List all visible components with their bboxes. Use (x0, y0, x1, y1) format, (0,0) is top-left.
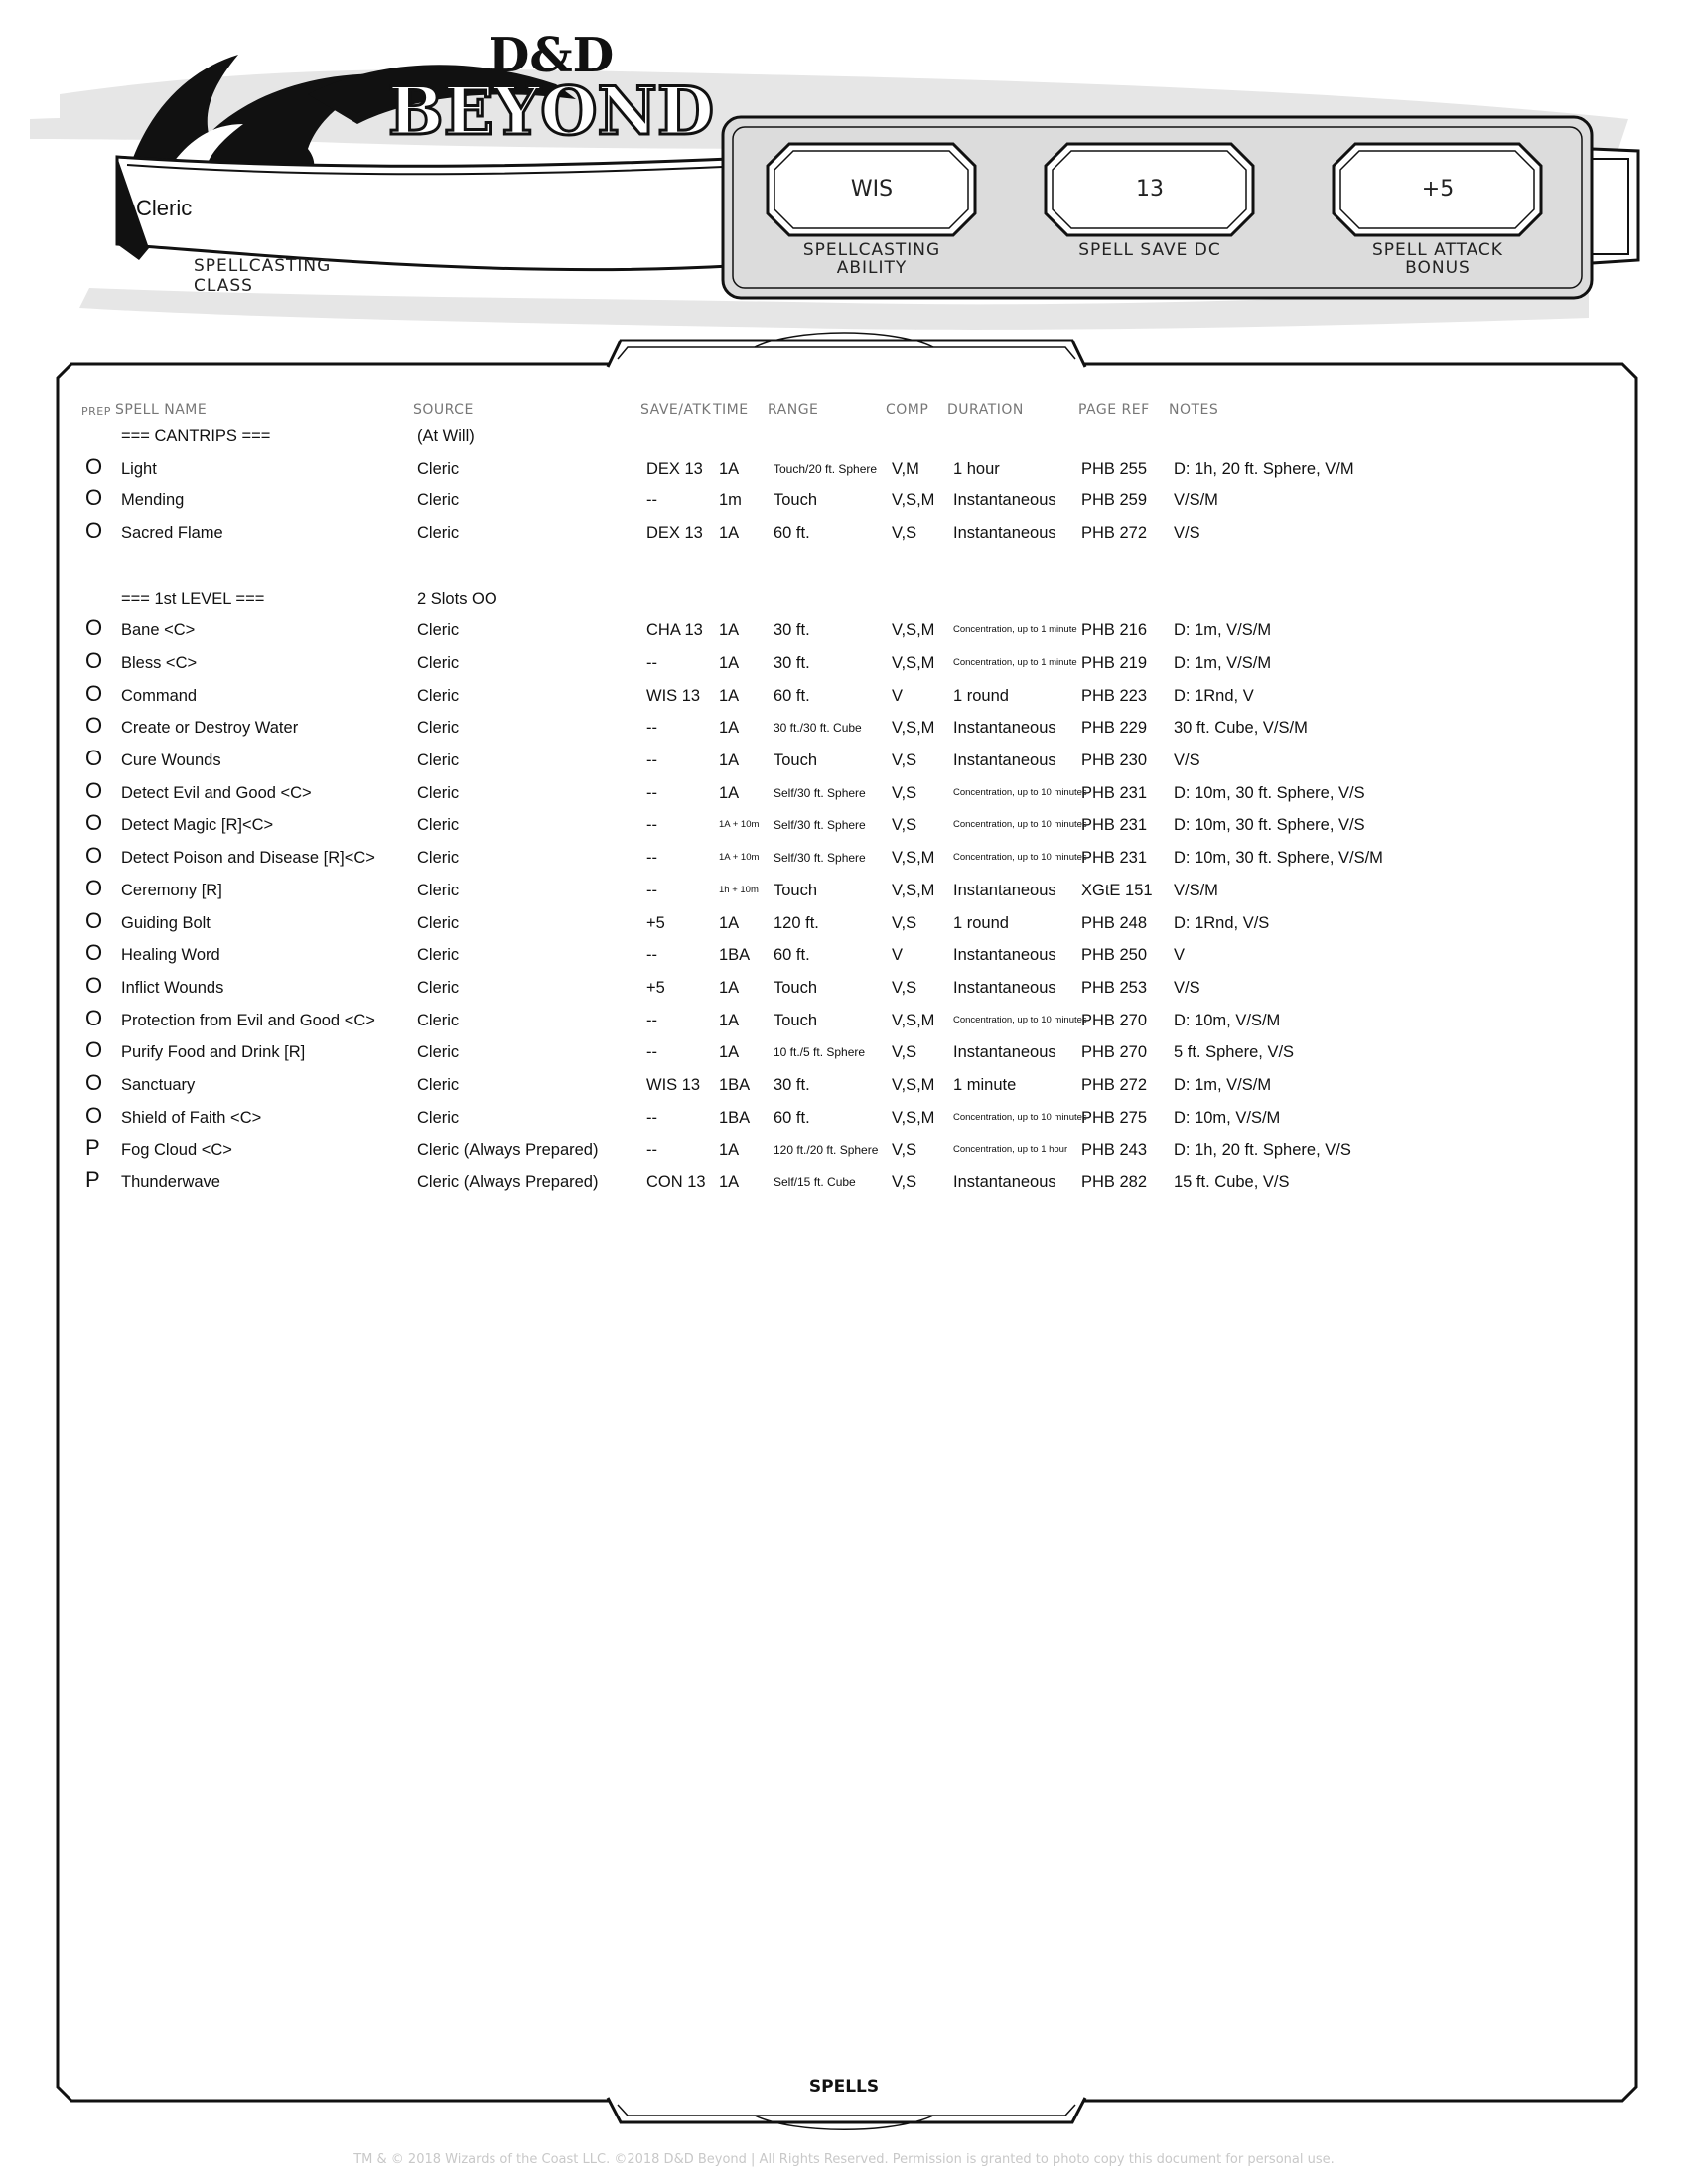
spell-time: 1A + 10m (719, 852, 760, 864)
col-header-range: RANGE (768, 402, 819, 418)
spell-name: Mending (121, 491, 185, 510)
spell-range: 60 ft. (774, 1108, 810, 1127)
table-row (0, 810, 1688, 842)
spell-time: 1BA (719, 1108, 751, 1127)
spell-source: Cleric (417, 621, 460, 640)
col-header-notes: NOTES (1169, 402, 1219, 418)
spell-save-atk: -- (646, 751, 657, 769)
spell-name: === 1st LEVEL === (121, 589, 265, 608)
prep-checkbox[interactable]: O (85, 1070, 103, 1095)
spell-range: 60 ft. (774, 524, 810, 543)
spell-duration: 1 round (953, 913, 1009, 932)
spellcasting-ability-label-line2: ABILITY (836, 258, 908, 278)
spell-name: Inflict Wounds (121, 978, 224, 997)
spell-time: 1A (719, 524, 740, 543)
spellcasting-ability-label (758, 241, 986, 277)
col-header-duration: DURATION (947, 402, 1024, 418)
spell-duration: Concentration, up to 10 minutes (953, 1111, 1087, 1123)
spell-components: V,S (892, 524, 917, 543)
spell-duration: Concentration, up to 1 minute (953, 656, 1077, 668)
spell-source: Cleric (417, 849, 460, 868)
spell-range: Self/30 ft. Sphere (774, 851, 866, 866)
spell-source: Cleric (417, 459, 460, 478)
spell-range: Touch (774, 881, 818, 899)
table-row (0, 425, 1688, 453)
spell-save-atk: -- (646, 816, 657, 835)
table-row (0, 485, 1688, 517)
spell-attack-bonus-label-line2: BONUS (1405, 258, 1471, 278)
table-row (0, 1167, 1688, 1199)
prep-checkbox[interactable]: O (85, 680, 103, 706)
table-row (0, 746, 1688, 777)
prep-checkbox[interactable]: O (85, 647, 103, 673)
spellcasting-class-label-line2: CLASS (194, 276, 253, 296)
spellcasting-class-label-line1: SPELLCASTING (194, 256, 332, 276)
spell-notes: D: 1Rnd, V (1174, 686, 1254, 705)
dnd-logo-bottom: BEYOND (387, 72, 715, 150)
spell-notes: 15 ft. Cube, V/S (1174, 1173, 1290, 1192)
table-row (0, 555, 1688, 583)
spell-time: 1A (719, 1141, 740, 1160)
table-row (0, 1005, 1688, 1037)
spell-duration: 1 hour (953, 459, 1000, 478)
spell-duration: Instantaneous (953, 524, 1056, 543)
spell-time: 1BA (719, 946, 751, 965)
prep-checkbox[interactable]: O (85, 810, 103, 836)
spell-source: Cleric (Always Prepared) (417, 1141, 599, 1160)
spell-attack-bonus-label (1324, 241, 1552, 277)
spell-components: V,S (892, 978, 917, 997)
spell-duration: Instantaneous (953, 1173, 1056, 1192)
spell-name: Cure Wounds (121, 751, 221, 769)
sheet-title: SPELLS (808, 2077, 880, 2097)
spell-save-atk: -- (646, 1011, 657, 1029)
spell-time: 1h + 10m (719, 884, 759, 895)
dnd-logo-top: D&D (488, 28, 615, 83)
spell-notes: D: 10m, V/S/M (1174, 1011, 1281, 1029)
spell-source: Cleric (417, 946, 460, 965)
spell-time: 1A (719, 621, 740, 640)
spell-components: V,S (892, 1043, 917, 1062)
spell-duration: 1 minute (953, 1076, 1017, 1094)
spell-notes: V/S/M (1174, 491, 1218, 510)
spell-notes: D: 10m, 30 ft. Sphere, V/S (1174, 816, 1365, 835)
table-row (0, 1102, 1688, 1135)
spell-time: 1A (719, 1043, 740, 1062)
prep-checkbox[interactable]: P (85, 1135, 100, 1160)
spell-duration: Concentration, up to 1 hour (953, 1144, 1068, 1156)
spell-name: Light (121, 459, 157, 478)
table-row (0, 680, 1688, 713)
spell-time: 1A (719, 1173, 740, 1192)
spell-notes: D: 1Rnd, V/S (1174, 913, 1270, 932)
table-row (0, 713, 1688, 745)
table-row (0, 453, 1688, 485)
spell-time: 1A (719, 686, 740, 705)
table-row (0, 940, 1688, 972)
spell-save-atk: +5 (646, 913, 665, 932)
spell-range: 120 ft. (774, 913, 819, 932)
spell-save-atk: WIS 13 (646, 1076, 701, 1094)
spell-time: 1BA (719, 1076, 751, 1094)
spell-page-ref: PHB 216 (1081, 621, 1148, 640)
spell-range: Self/30 ft. Sphere (774, 785, 866, 800)
spell-range: Touch (774, 491, 818, 510)
spell-attack-bonus-value[interactable]: +5 (1421, 177, 1455, 202)
spell-range: 30 ft./30 ft. Cube (774, 721, 862, 736)
spell-source: Cleric (417, 751, 460, 769)
spell-attack-bonus-label-line1: SPELL ATTACK (1372, 240, 1503, 260)
col-header-spell-name: SPELL NAME (115, 402, 208, 418)
spell-page-ref: PHB 259 (1081, 491, 1148, 510)
prep-checkbox[interactable]: O (85, 1037, 103, 1063)
spell-components: V,S (892, 751, 917, 769)
spell-save-atk: -- (646, 783, 657, 802)
prep-checkbox[interactable]: O (85, 777, 103, 803)
spell-time: 1A (719, 751, 740, 769)
spellcasting-ability-value[interactable]: WIS (850, 177, 894, 202)
spell-save-atk: WIS 13 (646, 686, 701, 705)
table-row (0, 588, 1688, 615)
spell-time: 1A + 10m (719, 819, 760, 831)
spell-save-atk: -- (646, 719, 657, 738)
spell-range: 60 ft. (774, 946, 810, 965)
spell-page-ref: PHB 248 (1081, 913, 1148, 932)
spell-components: V,S (892, 913, 917, 932)
spell-page-ref: XGtE 151 (1081, 881, 1153, 899)
spell-duration: Concentration, up to 1 minute (953, 624, 1077, 636)
spell-page-ref: PHB 231 (1081, 783, 1148, 802)
spell-notes: V/S (1174, 978, 1200, 997)
col-header-save-atk: SAVE/ATK (640, 402, 712, 418)
spell-page-ref: PHB 275 (1081, 1108, 1148, 1127)
table-row (0, 1037, 1688, 1069)
spell-source: Cleric (417, 686, 460, 705)
spell-page-ref: PHB 231 (1081, 849, 1148, 868)
spell-notes: D: 1m, V/S/M (1174, 653, 1272, 672)
spell-notes: D: 1m, V/S/M (1174, 1076, 1272, 1094)
spell-notes: V/S (1174, 524, 1200, 543)
prep-checkbox[interactable]: O (85, 972, 103, 998)
spell-time: 1A (719, 459, 740, 478)
spell-time: 1A (719, 1011, 740, 1029)
prep-checkbox[interactable]: O (85, 907, 103, 933)
spell-save-dc-value[interactable]: 13 (1136, 177, 1164, 202)
spell-name: Purify Food and Drink [R] (121, 1043, 306, 1062)
spell-page-ref: PHB 243 (1081, 1141, 1148, 1160)
spell-range: 60 ft. (774, 686, 810, 705)
spell-notes: D: 1h, 20 ft. Sphere, V/M (1174, 459, 1354, 478)
spell-save-atk: -- (646, 1108, 657, 1127)
spell-components: V,S,M (892, 621, 935, 640)
spell-duration: Instantaneous (953, 491, 1056, 510)
spell-page-ref: PHB 272 (1081, 1076, 1148, 1094)
col-header-page-ref: PAGE REF (1078, 402, 1150, 418)
spell-duration: Instantaneous (953, 978, 1056, 997)
spell-components: V,S,M (892, 491, 935, 510)
spell-source: Cleric (417, 1108, 460, 1127)
spell-range: Touch (774, 978, 818, 997)
spell-name: Fog Cloud <C> (121, 1141, 232, 1160)
spell-name: Create or Destroy Water (121, 719, 299, 738)
prep-checkbox[interactable]: O (85, 713, 103, 739)
spell-duration: 1 round (953, 686, 1009, 705)
spell-page-ref: PHB 223 (1081, 686, 1148, 705)
spell-range: Touch (774, 1011, 818, 1029)
spell-time: 1A (719, 978, 740, 997)
table-row (0, 615, 1688, 647)
spell-source: Cleric (417, 881, 460, 899)
prep-checkbox[interactable]: O (85, 485, 103, 511)
spell-time: 1A (719, 913, 740, 932)
table-row (0, 1070, 1688, 1102)
spell-duration: Instantaneous (953, 881, 1056, 899)
spell-page-ref: PHB 231 (1081, 816, 1148, 835)
prep-checkbox[interactable]: O (85, 940, 103, 966)
spell-source: Cleric (417, 1043, 460, 1062)
spell-save-dc-label-line1: SPELL SAVE DC (1078, 240, 1221, 260)
spell-save-atk: -- (646, 849, 657, 868)
prep-checkbox[interactable]: O (85, 746, 103, 770)
spell-notes: D: 10m, 30 ft. Sphere, V/S (1174, 783, 1365, 802)
spell-range: Touch (774, 751, 818, 769)
prep-checkbox[interactable]: O (85, 518, 103, 544)
spell-save-atk: CON 13 (646, 1173, 706, 1192)
table-row (0, 647, 1688, 680)
spell-source: Cleric (417, 783, 460, 802)
col-header-time: TIME (713, 402, 749, 418)
spell-notes: V (1174, 946, 1186, 965)
spell-range: 30 ft. (774, 1076, 810, 1094)
spell-page-ref: PHB 219 (1081, 653, 1148, 672)
spell-notes: D: 1m, V/S/M (1174, 621, 1272, 640)
spell-notes: D: 10m, 30 ft. Sphere, V/S/M (1174, 849, 1383, 868)
spellcasting-class-value[interactable]: Cleric (136, 196, 193, 220)
spell-source: Cleric (417, 524, 460, 543)
spell-duration: Instantaneous (953, 946, 1056, 965)
table-row (0, 843, 1688, 875)
spell-save-atk: +5 (646, 978, 665, 997)
spell-duration: Concentration, up to 10 minutes (953, 852, 1087, 864)
spell-save-atk: DEX 13 (646, 524, 703, 543)
spell-save-atk: -- (646, 491, 657, 510)
spell-save-atk: -- (646, 1043, 657, 1062)
spell-page-ref: PHB 272 (1081, 524, 1148, 543)
spell-page-ref: PHB 282 (1081, 1173, 1148, 1192)
spell-time: 1A (719, 719, 740, 738)
spell-name: Command (121, 686, 198, 705)
prep-checkbox[interactable]: P (85, 1167, 100, 1193)
spell-components: V,S,M (892, 1108, 935, 1127)
spell-name: Shield of Faith <C> (121, 1108, 262, 1127)
spell-components: V,S (892, 816, 917, 835)
prep-checkbox[interactable]: O (85, 615, 103, 641)
spell-source: Cleric (Always Prepared) (417, 1173, 599, 1192)
spell-notes: V/S/M (1174, 881, 1218, 899)
spellcasting-class-label (194, 256, 331, 296)
spell-source: Cleric (417, 1076, 460, 1094)
spell-components: V,M (892, 459, 919, 478)
spell-name: Protection from Evil and Good <C> (121, 1011, 375, 1029)
spell-components: V (892, 946, 904, 965)
spell-name: Bless <C> (121, 653, 198, 672)
spell-duration: Concentration, up to 10 minutes (953, 819, 1087, 831)
spell-name: Sacred Flame (121, 524, 223, 543)
spell-save-atk: DEX 13 (646, 459, 703, 478)
spell-name: Ceremony [R] (121, 881, 222, 899)
spell-save-dc-label (1036, 241, 1264, 259)
spell-name: === CANTRIPS === (121, 427, 271, 445)
spell-notes: D: 10m, V/S/M (1174, 1108, 1281, 1127)
spell-time: 1A (719, 783, 740, 802)
spell-range: Touch/20 ft. Sphere (774, 461, 878, 476)
spell-save-atk: -- (646, 881, 657, 899)
spell-components: V,S,M (892, 1076, 935, 1094)
spell-components: V,S,M (892, 719, 935, 738)
spell-page-ref: PHB 250 (1081, 946, 1148, 965)
copyright-notice: TM & © 2018 Wizards of the Coast LLC. ©2018 D&D Beyond | All Rights Reserved. Permission is granted to photo copy this document for personal use. (353, 2152, 1335, 2167)
spell-notes: 30 ft. Cube, V/S/M (1174, 719, 1308, 738)
spell-notes: V/S (1174, 751, 1200, 769)
spellcasting-ability-label-line1: SPELLCASTING (802, 240, 941, 260)
prep-checkbox[interactable]: O (85, 875, 103, 900)
spell-page-ref: PHB 229 (1081, 719, 1148, 738)
prep-checkbox[interactable]: O (85, 453, 103, 478)
table-row (0, 1135, 1688, 1166)
spell-source: Cleric (417, 978, 460, 997)
col-header-prep: PREP (81, 405, 111, 418)
spell-duration: Concentration, up to 10 minutes (953, 1014, 1087, 1025)
spell-page-ref: PHB 270 (1081, 1043, 1148, 1062)
spell-name: Guiding Bolt (121, 913, 211, 932)
spell-notes: D: 1h, 20 ft. Sphere, V/S (1174, 1141, 1351, 1160)
spell-name: Bane <C> (121, 621, 196, 640)
spell-save-atk: -- (646, 1141, 657, 1160)
spell-components: V,S,M (892, 849, 935, 868)
spell-duration: Instantaneous (953, 719, 1056, 738)
spell-source: Cleric (417, 653, 460, 672)
prep-checkbox[interactable]: O (85, 1102, 103, 1128)
spell-duration: Concentration, up to 10 minutes (953, 786, 1087, 798)
spell-range: Self/15 ft. Cube (774, 1175, 856, 1190)
prep-checkbox[interactable]: O (85, 1005, 103, 1030)
spell-range: 10 ft./5 ft. Sphere (774, 1045, 866, 1060)
spell-name: Sanctuary (121, 1076, 196, 1094)
spell-time: 1A (719, 653, 740, 672)
spell-range: 30 ft. (774, 621, 810, 640)
spell-name: Detect Evil and Good <C> (121, 783, 312, 802)
spell-name: Detect Poison and Disease [R]<C> (121, 849, 375, 868)
spell-notes: 5 ft. Sphere, V/S (1174, 1043, 1295, 1062)
table-row (0, 518, 1688, 550)
spell-page-ref: PHB 253 (1081, 978, 1148, 997)
spell-source: Cleric (417, 719, 460, 738)
col-header-source: SOURCE (413, 402, 474, 418)
spell-components: V,S (892, 783, 917, 802)
prep-checkbox[interactable]: O (85, 843, 103, 869)
table-row (0, 907, 1688, 940)
spell-page-ref: PHB 255 (1081, 459, 1148, 478)
spell-components: V,S (892, 1173, 917, 1192)
spell-source: Cleric (417, 1011, 460, 1029)
spell-source: Cleric (417, 913, 460, 932)
table-row (0, 777, 1688, 810)
spell-range: 30 ft. (774, 653, 810, 672)
spell-components: V,S,M (892, 1011, 935, 1029)
spell-page-ref: PHB 270 (1081, 1011, 1148, 1029)
table-row (0, 875, 1688, 907)
spell-source: Cleric (417, 491, 460, 510)
spell-save-atk: CHA 13 (646, 621, 703, 640)
spell-name: Thunderwave (121, 1173, 220, 1192)
spell-components: V,S,M (892, 653, 935, 672)
col-header-comp: COMP (886, 402, 929, 418)
spell-components: V,S,M (892, 881, 935, 899)
spell-source: 2 Slots OO (417, 589, 497, 608)
spell-name: Healing Word (121, 946, 220, 965)
spell-source: (At Will) (417, 427, 475, 445)
spell-duration: Instantaneous (953, 1043, 1056, 1062)
spell-range: 120 ft./20 ft. Sphere (774, 1143, 879, 1158)
spell-components: V (892, 686, 904, 705)
spell-save-atk: -- (646, 653, 657, 672)
table-row (0, 972, 1688, 1005)
spell-page-ref: PHB 230 (1081, 751, 1148, 769)
spell-components: V,S (892, 1141, 917, 1160)
spell-duration: Instantaneous (953, 751, 1056, 769)
spell-save-atk: -- (646, 946, 657, 965)
spell-range: Self/30 ft. Sphere (774, 818, 866, 833)
spell-name: Detect Magic [R]<C> (121, 816, 274, 835)
spell-source: Cleric (417, 816, 460, 835)
spell-time: 1m (719, 491, 742, 510)
